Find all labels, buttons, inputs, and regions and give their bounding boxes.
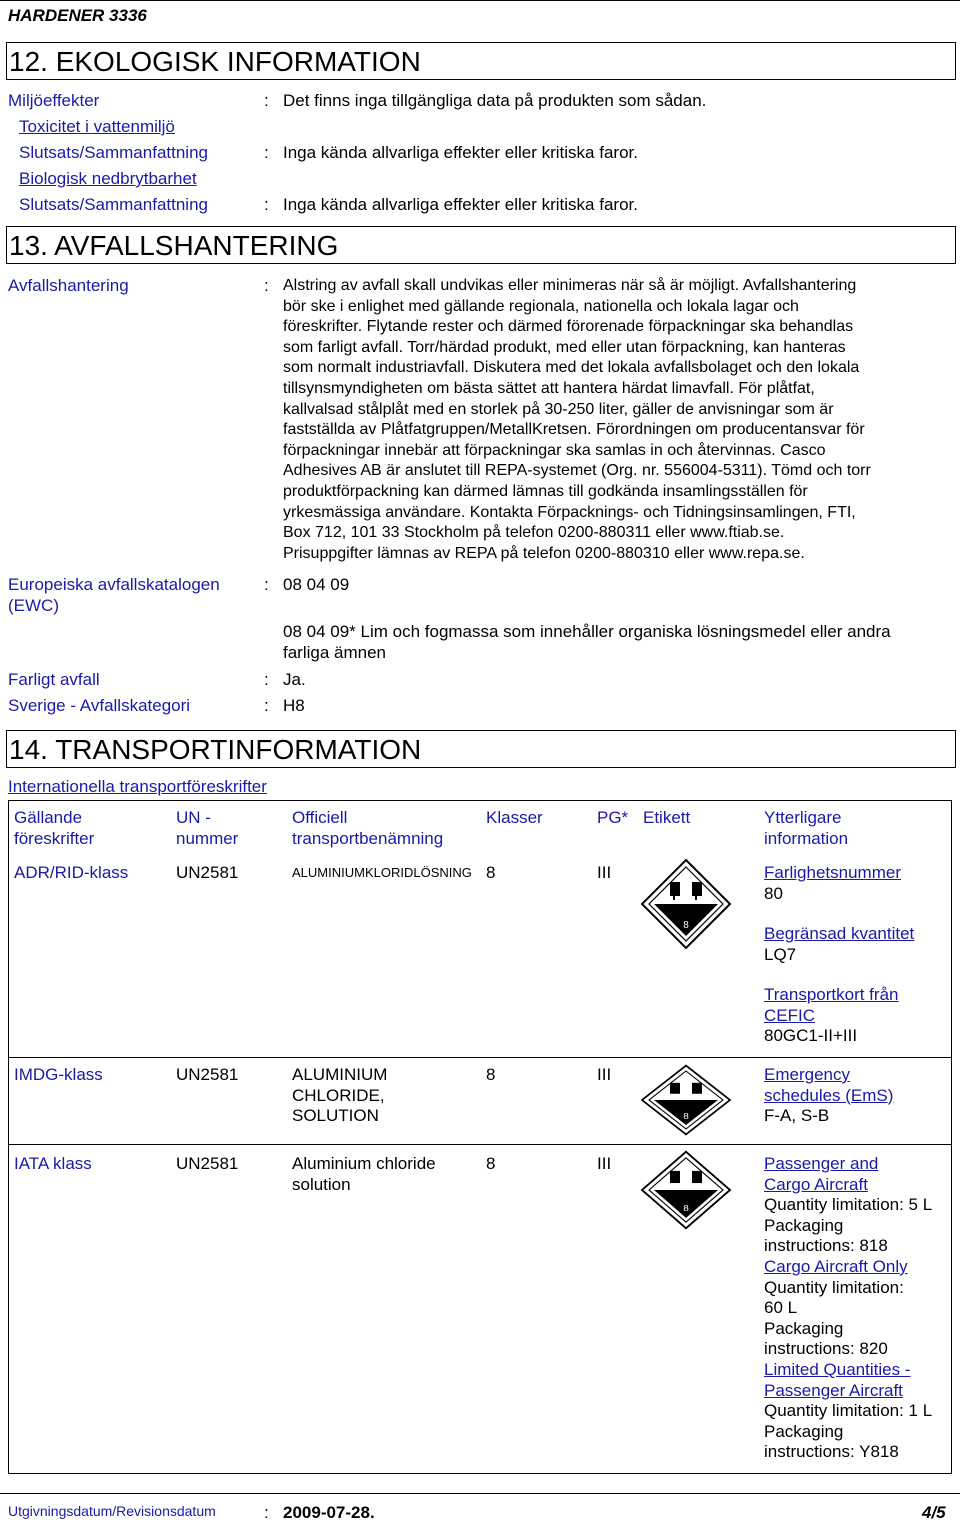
info-line: instructions: 820 <box>764 1339 888 1359</box>
info-line: schedules (EmS) <box>764 1085 894 1105</box>
info-line: Packaging <box>764 1318 844 1338</box>
text-line: Alstring av avfall skall undvikas eller minimeras när så är möjligt. Avfallshantering <box>283 277 857 294</box>
value-farligt-avfall: Ja. <box>283 670 306 689</box>
header-line: Gällande <box>14 808 83 827</box>
row-imdg-reg: IMDG-klass <box>14 1065 103 1084</box>
text-line: bör ske i enlighet med gällande regionala, nationella och lokala lagar och <box>283 297 799 315</box>
header-line: föreskrifter <box>14 828 95 848</box>
avfallshantering-text <box>283 276 871 564</box>
row-imdg-class: 8 <box>486 1065 496 1084</box>
header-line: information <box>764 828 849 848</box>
name-line: Aluminium chloride <box>292 1154 436 1173</box>
text-line: som farligt avfall. Torr/härdad produkt, med eller utan förpackning, kan hanteras <box>283 338 846 356</box>
header-divider <box>0 0 960 1</box>
header-line: Officiell <box>292 808 348 827</box>
footer-colon: : <box>264 1503 269 1522</box>
info-line: CEFIC <box>764 1005 815 1025</box>
row-adr-name: ALUMINIUMKLORIDLÖSNING <box>292 865 472 880</box>
label-biologisk: Biologisk nedbrytbarhet <box>19 169 197 188</box>
header-line: nummer <box>176 828 239 848</box>
name-line: SOLUTION <box>292 1106 379 1126</box>
row-imdg-name <box>292 1065 387 1127</box>
header-etikett: Etikett <box>643 808 691 827</box>
text-line: Box 712, 101 33 Stockholm på telefon 0200-880311 eller www.ftiab.se. <box>283 524 785 542</box>
info-line: 60 L <box>764 1298 798 1318</box>
colon: : <box>264 696 269 715</box>
header-name <box>292 808 443 849</box>
info-line: Emergency <box>764 1065 850 1084</box>
label-number: 8 <box>683 1203 689 1213</box>
name-line: ALUMINIUM <box>292 1065 388 1084</box>
section-13-title: 13. AVFALLSHANTERING <box>6 226 956 264</box>
info-line: Cargo Aircraft <box>764 1174 868 1194</box>
value-miljoeffekter: Det finns inga tillgängliga data på produkten som sådan. <box>283 91 707 110</box>
colon: : <box>264 143 269 162</box>
label-ewc-2: (EWC) <box>8 596 59 615</box>
page-number: 4/5 <box>922 1503 946 1522</box>
transport-subtitle: Internationella transportföreskrifter <box>8 777 267 796</box>
row-iata-name <box>292 1154 436 1195</box>
label-ewc-1: Europeiska avfallskatalogen <box>8 575 220 594</box>
row-adr-class: 8 <box>486 863 496 882</box>
footer-divider <box>0 1493 960 1494</box>
footer-label: Utgivningsdatum/Revisionsdatum <box>8 1503 216 1519</box>
text-line: tillsynsmyndigheten om bästa sättet att hantera härdat limavfall. För plåtfat, <box>283 379 815 397</box>
row-iata-info <box>764 1154 932 1463</box>
header-klasser: Klasser <box>486 808 543 827</box>
row-imdg-pg: III <box>597 1065 612 1084</box>
info-line: Quantity limitation: 1 L <box>764 1401 933 1421</box>
info-line: 80 <box>764 883 783 903</box>
info-line: instructions: Y818 <box>764 1442 899 1462</box>
info-line: Cargo Aircraft Only <box>764 1256 908 1276</box>
value-sverige: H8 <box>283 696 305 715</box>
row-adr-pg: III <box>597 863 612 882</box>
text-line: som normalt industriavfall. Diskutera med det lokala avfallsbolaget och den lokala <box>283 359 860 377</box>
info-line: Limited Quantities - <box>764 1359 911 1379</box>
row-iata-pg: III <box>597 1154 612 1173</box>
row-iata-class: 8 <box>486 1154 496 1173</box>
footer-date: 2009-07-28. <box>283 1503 375 1522</box>
section-14-title: 14. TRANSPORTINFORMATION <box>6 730 956 768</box>
header-pg: PG* <box>597 808 629 827</box>
info-line: Passenger Aircraft <box>764 1380 903 1400</box>
header-regs <box>14 808 94 849</box>
row-iata-un: UN2581 <box>176 1154 239 1173</box>
text-line: fastställda av Plåtfatgruppen/MetallKretsen. Förordningen om producentansvar för <box>283 421 865 439</box>
label-slutsats-1: Slutsats/Sammanfattning <box>19 143 208 162</box>
ewc-code: 08 04 09 <box>283 575 350 594</box>
row-iata-reg: IATA klass <box>14 1154 92 1173</box>
info-line: instructions: 818 <box>764 1236 888 1256</box>
row-adr-un: UN2581 <box>176 863 239 882</box>
info-line: 80GC1-II+III <box>764 1026 858 1045</box>
colon: : <box>264 575 269 594</box>
label-toxicitet: Toxicitet i vattenmiljö <box>19 117 175 136</box>
text-line: yrkesmässiga användare. Kontakta Förpacknings- och Tidningsinsamlingen, FTI, <box>283 503 856 521</box>
product-name: HARDENER 3336 <box>8 6 147 25</box>
header-line: Ytterligare <box>764 808 842 827</box>
info-line: Packaging <box>764 1421 844 1441</box>
header-line: transportbenämning <box>292 828 444 848</box>
ewc-desc-1: 08 04 09* Lim och fogmassa som innehåller organiska lösningsmedel eller andra <box>283 622 891 641</box>
colon: : <box>264 276 269 295</box>
colon: : <box>264 195 269 214</box>
text-line: förpackningar innebär att förpackningar ska samlas in och återvinnas. Casco <box>283 441 826 459</box>
section-12-title: 12. EKOLOGISK INFORMATION <box>6 42 956 80</box>
row-imdg-un: UN2581 <box>176 1065 239 1084</box>
label-sverige: Sverige - Avfallskategori <box>8 696 191 715</box>
info-line: Quantity limitation: 5 L <box>764 1195 933 1215</box>
ewc-desc-2: farliga ämnen <box>283 643 387 662</box>
info-line: Begränsad kvantitet <box>764 924 915 943</box>
text-line: Adhesives AB är anslutet till REPA-systemet (Org. nr. 556004-5311). Tömd och torr <box>283 462 871 480</box>
corrosive-label-icon <box>640 1064 732 1136</box>
info-line: F-A, S-B <box>764 1106 830 1126</box>
text-line: föreskrifter. Flytande rester och därmed förorenade förpackningar ska behandlas <box>283 318 854 336</box>
info-line: Passenger and <box>764 1154 879 1173</box>
row-divider <box>9 1057 951 1058</box>
label-number: 8 <box>683 920 689 931</box>
colon: : <box>264 91 269 110</box>
value-slutsats-2: Inga kända allvarliga effekter eller kritiska faror. <box>283 195 638 214</box>
label-number: 8 <box>683 1111 689 1121</box>
text-line: produktförpackning kan därmed lämnas till godkända insamlingsställen för <box>283 482 808 500</box>
header-un <box>176 808 238 849</box>
header-info <box>764 808 848 849</box>
label-avfallshantering: Avfallshantering <box>8 276 129 295</box>
info-line: Packaging <box>764 1215 844 1235</box>
row-adr-reg: ADR/RID-klass <box>14 863 129 882</box>
info-line: Quantity limitation: <box>764 1277 904 1297</box>
label-farligt-avfall: Farligt avfall <box>8 670 100 689</box>
info-line: Farlighetsnummer <box>764 863 901 882</box>
name-line: solution <box>292 1174 351 1194</box>
corrosive-label-icon <box>640 858 732 950</box>
row-imdg-info <box>764 1065 893 1127</box>
label-slutsats-2: Slutsats/Sammanfattning <box>19 195 208 214</box>
text-line: Prisuppgifter lämnas av REPA på telefon 0200-880310 eller www.repa.se. <box>283 544 805 562</box>
info-line: Transportkort från <box>764 985 899 1004</box>
info-line: LQ7 <box>764 944 797 964</box>
header-line: UN - <box>176 808 211 827</box>
row-divider <box>9 1144 951 1145</box>
text-line: kallvalsad stålplåt med en storlek på 30-250 liter, gäller de anvisningar som är <box>283 400 834 418</box>
colon: : <box>264 670 269 689</box>
value-slutsats-1: Inga kända allvarliga effekter eller kritiska faror. <box>283 143 638 162</box>
name-line: CHLORIDE, <box>292 1085 385 1105</box>
label-miljoeffekter: Miljöeffekter <box>8 91 100 110</box>
corrosive-label-icon <box>640 1150 732 1230</box>
row-adr-info <box>764 863 914 1047</box>
